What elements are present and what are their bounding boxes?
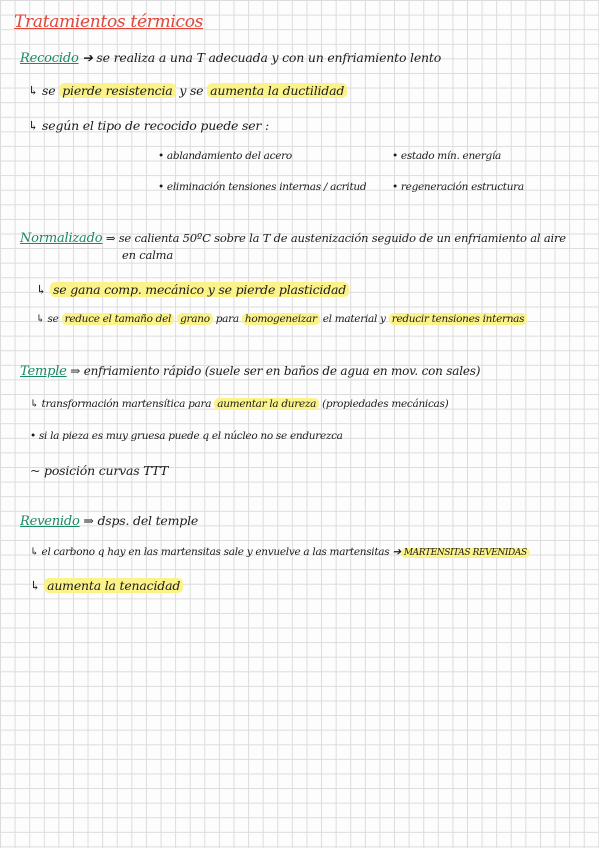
recocido-line-2: ↳ según el tipo de recocido puede ser : [28,118,269,133]
recocido-type-2: • estado mín. energía [392,150,501,162]
recocido-line-1 [28,83,347,98]
temple-l1-post: (propiedades mecánicas) [322,398,449,410]
normalizado-l1-pre: ↳ [36,282,47,297]
highlight-aumenta-ductilidad: aumenta la ductilidad [207,83,347,98]
recocido-type-3: • eliminación tensiones internas / acritud [158,181,367,193]
recocido-type-4: • regeneración estructura [392,181,524,193]
revenido-line-1 [30,546,530,558]
page-title: Tratamientos térmicos [14,12,204,32]
highlight-aumenta-tenacidad: aumenta la tenacidad [44,578,183,593]
temple-line-3: ~ posición curvas TTT [30,463,169,478]
recocido-intro: ➔ se realiza a una T adecuada y con un enfriamiento lento [82,50,442,65]
temple-line-2: • si la pieza es muy gruesa puede q el núcleo no se endurezca [30,430,343,442]
normalizado-heading: Normalizado [20,231,103,246]
highlight-grano: grano [177,313,213,325]
recocido-type-1: • ablandamiento del acero [158,150,292,162]
highlight-pierde-resistencia: pierde resistencia [59,83,175,98]
temple-l1-pre: ↳ transformación martensítica para [30,398,212,410]
normalizado-intro: ⇒ se calienta 50ºC sobre la T de austenización seguido de un enfriamiento al aire [105,231,566,245]
recocido-l1-mid: y se [179,83,204,98]
highlight-reduce-tamano: reduce el tamaño del [62,313,174,325]
normalizado-l2-material: el material y [322,313,386,325]
temple-heading: Temple [20,364,67,379]
highlight-aumentar-dureza: aumentar la dureza [214,398,319,410]
revenido-intro-line [20,513,198,529]
normalizado-line-2 [36,313,527,325]
revenido-l1: ↳ el carbono q hay en las martensitas sale y envuelve a las martensitas ➔ [30,546,401,558]
recocido-l1-pre: ↳ se [28,83,56,98]
highlight-martensitas-revenidas: MARTENSITAS REVENIDAS [401,548,530,558]
normalizado-line-1 [36,282,349,297]
revenido-heading: Revenido [20,514,80,529]
temple-intro-line [20,364,480,379]
temple-line-1 [30,398,448,410]
highlight-homogeneizar: homogeneizar [242,313,320,325]
revenido-intro: ⇒ dsps. del temple [83,513,199,528]
highlight-reducir-tensiones: reducir tensiones internas [389,313,527,325]
normalizado-intro-line [20,231,566,246]
highlight-gana-comp-mecanico: se gana comp. mecánico y se pierde plasticidad [50,282,349,297]
normalizado-l2-para: para [215,313,239,325]
recocido-heading: Recocido [20,51,79,66]
temple-intro: ⇒ enfriamiento rápido (suele ser en baños de agua en mov. con sales) [70,364,481,378]
recocido-intro-line [20,50,441,66]
revenido-l2-pre: ↳ [30,578,41,593]
normalizado-intro-2: en calma [122,248,174,262]
revenido-line-2 [30,578,183,593]
normalizado-l2-pre: ↳ se [36,313,59,325]
